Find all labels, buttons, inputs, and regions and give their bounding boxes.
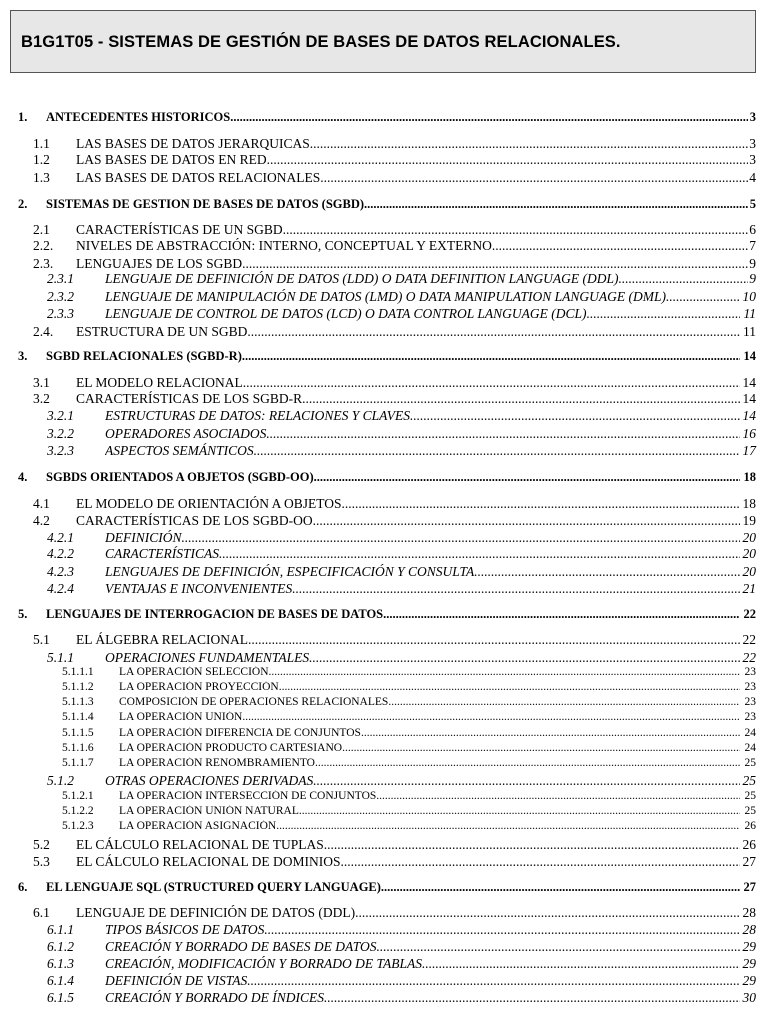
toc-entry[interactable] — [0, 170, 768, 186]
toc-entry-number: 5.1.1.3 — [62, 696, 94, 708]
toc-entry-title — [76, 152, 748, 168]
toc-entry-page: 11 — [743, 324, 756, 339]
toc-entry-label: LA OPERACIÓN DIFERENCIA DE CONJUNTOS — [119, 727, 361, 739]
toc-entry-title — [76, 170, 748, 186]
toc-entry-title — [105, 973, 740, 989]
toc-entry-page: 25 — [744, 790, 756, 802]
toc-entry-page: 4 — [749, 170, 756, 185]
toc-entry[interactable] — [0, 222, 768, 238]
toc-entry-label: LAS BASES DE DATOS JERARQUICAS — [76, 136, 310, 151]
toc-entry-title — [76, 496, 740, 512]
toc-entry-label: OTRAS OPERACIONES DERIVADAS — [105, 773, 314, 788]
toc-entry[interactable] — [0, 513, 768, 529]
toc-entry-title — [119, 805, 740, 817]
toc-entry-title — [119, 820, 740, 832]
toc-entry-label: EL LENGUAJE SQL (STRUCTURED QUERY LANGUAGE) — [46, 880, 381, 894]
toc-entry[interactable] — [0, 136, 768, 152]
toc-entry-title — [76, 256, 748, 272]
toc-entry-number: 3.2.2 — [47, 426, 74, 441]
dot-leader — [242, 256, 748, 272]
toc-entry-number: 2. — [18, 197, 28, 211]
toc-entry-title — [76, 391, 740, 407]
toc-entry-number: 3.2.3 — [47, 443, 74, 458]
toc-entry[interactable] — [0, 837, 768, 853]
toc-entry-page: 14 — [742, 375, 756, 390]
toc-entry-number: 4.2 — [33, 513, 50, 528]
toc-entry-number: 5.1.1.1 — [62, 666, 94, 678]
dot-leader — [376, 790, 740, 802]
dot-leader — [283, 222, 748, 238]
toc-entry-title — [105, 408, 740, 424]
toc-entry-page: 20 — [742, 546, 756, 561]
toc-entry[interactable] — [0, 773, 768, 789]
toc-entry-title — [76, 854, 740, 870]
dot-leader — [247, 973, 740, 989]
toc-entry-number: 6.1.4 — [47, 973, 74, 988]
toc-entry-label: CREACIÓN Y BORRADO DE BASES DE DATOS — [105, 939, 377, 954]
toc-entry-title — [105, 546, 740, 562]
dot-leader — [219, 546, 740, 562]
toc-entry-number: 4.2.4 — [47, 581, 74, 596]
toc-entry-number: 4.1 — [33, 496, 50, 511]
toc-entry-number: 4.2.2 — [47, 546, 74, 561]
toc-entry-label: LA OPERACIÓN SELECCIÓN — [119, 666, 269, 678]
toc-entry[interactable] — [0, 742, 768, 758]
toc-entry-number: 5.1.1.2 — [62, 681, 94, 693]
toc-entry-title — [76, 513, 740, 529]
toc-entry[interactable] — [0, 650, 768, 666]
document-title: B1G1T05 - SISTEMAS DE GESTIÓN DE BASES DE DATOS RELACIONALES. — [21, 33, 621, 51]
toc-entry-number: 2.3. — [33, 256, 54, 271]
toc-entry-number: 3.2.1 — [47, 408, 74, 423]
toc-entry-label: LENGUAJES DE DEFINICIÓN, ESPECIFICACIÓN Y CONSULTA — [105, 564, 475, 579]
toc-entry[interactable] — [0, 546, 768, 562]
toc-entry-label: ASPECTOS SEMÁNTICOS — [105, 443, 254, 458]
toc-entry-label: LAS BASES DE DATOS EN RED — [76, 152, 267, 167]
toc-entry-label: EL MODELO RELACIONAL — [76, 375, 243, 390]
toc-entry[interactable] — [0, 632, 768, 648]
dot-leader — [266, 426, 740, 442]
toc-entry-title — [119, 666, 740, 678]
toc-entry-number: 1. — [18, 110, 28, 124]
toc-entry-title — [105, 426, 740, 442]
toc-entry-number: 1.2 — [33, 152, 50, 167]
dot-leader — [269, 666, 740, 678]
toc-entry-title — [76, 632, 740, 648]
toc-entry-label: COMPOSICIÓN DE OPERACIONES RELACIONALES — [119, 696, 389, 708]
toc-entry-page: 23 — [744, 681, 756, 693]
toc-entry-label: LENGUAJE DE DEFINICIÓN DE DATOS (LDD) O DATA DEFINITION LANGUAGE (DDL) — [105, 271, 619, 286]
toc-entry-page: 27 — [742, 854, 756, 869]
toc-entry-page: 11 — [743, 306, 756, 321]
dot-leader — [324, 837, 740, 853]
toc-entry-number: 3.1 — [33, 375, 50, 390]
toc-entry-label: DEFINICIÓN DE VISTAS — [105, 973, 248, 988]
toc-entry-page: 28 — [742, 922, 756, 937]
toc-entry-number: 2.3.3 — [47, 306, 74, 321]
toc-entry-title — [105, 650, 740, 666]
toc-entry-number: 5.1.2 — [47, 773, 74, 788]
toc-entry-label: EL MODELO DE ORIENTACIÓN A OBJETOS — [76, 496, 342, 511]
toc-entry-label: ANTECEDENTES HISTORICOS — [46, 110, 231, 124]
dot-leader — [242, 349, 740, 364]
toc-entry-number: 5.1.2.2 — [62, 805, 94, 817]
toc-entry[interactable] — [0, 306, 768, 322]
toc-entry-label: LA OPERACIÓN UNIÓN NATURAL — [119, 805, 299, 817]
dot-leader — [474, 564, 740, 580]
toc-entry-label: LENGUAJES DE LOS SGBD — [76, 256, 243, 271]
toc-entry-title — [105, 306, 740, 322]
toc-entry[interactable] — [0, 790, 768, 806]
toc-entry-page: 29 — [742, 973, 756, 988]
toc-entry[interactable] — [0, 607, 768, 623]
toc-entry[interactable] — [0, 152, 768, 168]
toc-entry[interactable] — [0, 110, 768, 126]
toc-entry-title — [119, 696, 740, 708]
toc-entry-title — [76, 136, 748, 152]
toc-entry[interactable] — [0, 922, 768, 938]
toc-entry-label: EL CÁLCULO RELACIONAL DE DOMINIOS — [76, 854, 341, 869]
toc-entry-number: 6.1.1 — [47, 922, 74, 937]
toc-entry[interactable] — [0, 805, 768, 821]
toc-entry[interactable] — [0, 470, 768, 486]
toc-entry-page: 25 — [744, 757, 756, 769]
toc-entry-number: 5.1.1 — [47, 650, 74, 665]
toc-entry-label: VENTAJAS E INCONVENIENTES — [105, 581, 293, 596]
toc-entry-page: 22 — [742, 632, 756, 647]
toc-entry-label: CARACTERÍSTICAS — [105, 546, 219, 561]
toc-entry-number: 5.3 — [33, 854, 50, 869]
dot-leader — [315, 757, 740, 769]
toc-entry-page: 24 — [744, 742, 756, 754]
toc-entry-label: SISTEMAS DE GESTION DE BASES DE DATOS (SGBD) — [46, 197, 365, 211]
toc-entry-page: 30 — [742, 990, 756, 1005]
toc-entry-number: 2.1 — [33, 222, 50, 237]
toc-entry[interactable] — [0, 391, 768, 407]
toc-entry-page: 26 — [742, 837, 756, 852]
toc-entry[interactable] — [0, 854, 768, 870]
dot-leader — [383, 607, 740, 622]
toc-entry-page: 9 — [749, 256, 756, 271]
toc-entry[interactable] — [0, 256, 768, 272]
toc-entry-title — [76, 375, 740, 391]
toc-entry-title — [119, 790, 740, 802]
toc-entry-page: 20 — [742, 530, 756, 545]
toc-entry-label: OPERADORES ASOCIADOS — [105, 426, 267, 441]
toc-entry-page: 3 — [749, 152, 756, 167]
toc-entry-label: SGBDS ORIENTADOS A OBJETOS (SGBD-OO) — [46, 470, 314, 484]
toc-entry-page: 14 — [742, 408, 756, 423]
toc-entry-label: DEFINICIÓN — [105, 530, 182, 545]
toc-entry-title — [46, 349, 740, 364]
toc-entry[interactable] — [0, 324, 768, 340]
toc-entry-number: 5.2 — [33, 837, 50, 852]
toc-entry-page: 17 — [742, 443, 756, 458]
toc-entry-label: OPERACIONES FUNDAMENTALES — [105, 650, 310, 665]
toc-entry[interactable] — [0, 711, 768, 727]
toc-entry-page: 3 — [749, 136, 756, 151]
toc-entry-label: CARACTERÍSTICAS DE LOS SGBD-R — [76, 391, 303, 406]
toc-entry[interactable] — [0, 939, 768, 955]
toc-entry-label: LENGUAJE DE DEFINICIÓN DE DATOS (DDL) — [76, 905, 356, 920]
toc-entry[interactable] — [0, 973, 768, 989]
toc-entry-title — [46, 197, 748, 212]
dot-leader — [302, 391, 740, 407]
toc-entry-number: 3.2 — [33, 391, 50, 406]
toc-entry-title — [46, 880, 740, 895]
toc-entry-page: 16 — [742, 426, 756, 441]
toc-entry[interactable] — [0, 820, 768, 836]
dot-leader — [364, 197, 748, 212]
toc-entry-label: LENGUAJES DE INTERROGACION DE BASES DE DATOS — [46, 607, 384, 621]
toc-entry-page: 25 — [744, 805, 756, 817]
toc-entry-number: 5.1.2.1 — [62, 790, 94, 802]
toc-entry-number: 1.1 — [33, 136, 50, 151]
toc-entry-number: 5.1.1.5 — [62, 727, 94, 739]
dot-leader — [342, 496, 740, 512]
toc-entry-page: 14 — [742, 391, 756, 406]
toc-entry-page: 7 — [749, 238, 756, 253]
toc-entry-title — [105, 939, 740, 955]
dot-leader — [314, 470, 740, 485]
toc-entry-page: 21 — [742, 581, 756, 596]
toc-entry-page: 18 — [743, 470, 756, 484]
toc-entry-label: LENGUAJE DE MANIPULACIÓN DE DATOS (LMD) O DATA MANIPULATION LANGUAGE (DML) — [105, 289, 666, 304]
toc-entry-title — [119, 757, 740, 769]
dot-leader — [243, 375, 740, 391]
toc-entry-label: ESTRUCTURA DE UN SGBD — [76, 324, 248, 339]
toc-entry-page: 18 — [742, 496, 756, 511]
toc-entry-number: 6.1 — [33, 905, 50, 920]
dot-leader — [410, 408, 740, 424]
toc-entry[interactable] — [0, 349, 768, 365]
dot-leader — [309, 650, 740, 666]
toc-entry-number: 5.1.2.3 — [62, 820, 94, 832]
toc-entry-label: LENGUAJE DE CONTROL DE DATOS (LCD) O DATA CONTROL LANGUAGE (DCL) — [105, 306, 587, 321]
toc-entry-number: 5.1.1.6 — [62, 742, 94, 754]
dot-leader — [254, 443, 740, 459]
dot-leader — [279, 681, 740, 693]
toc-entry-page: 27 — [743, 880, 756, 894]
toc-entry-title — [119, 727, 740, 739]
dot-leader — [242, 711, 740, 723]
toc-entry-title — [46, 607, 740, 622]
dot-leader — [310, 136, 748, 152]
toc-entry[interactable] — [0, 564, 768, 580]
toc-entry-page: 29 — [742, 939, 756, 954]
toc-entry[interactable] — [0, 956, 768, 972]
toc-entry-label: CREACIÓN, MODIFICACIÓN Y BORRADO DE TABLAS — [105, 956, 422, 971]
toc-entry[interactable] — [0, 757, 768, 773]
toc-entry[interactable] — [0, 426, 768, 442]
dot-leader — [247, 324, 740, 340]
toc-entry-title — [105, 443, 740, 459]
toc-entry[interactable] — [0, 581, 768, 597]
toc-entry[interactable] — [0, 443, 768, 459]
toc-entry-page: 26 — [744, 820, 756, 832]
dot-leader — [248, 632, 740, 648]
toc-entry[interactable] — [0, 197, 768, 213]
toc-entry-label: LA OPERACIÓN UNIÓN — [119, 711, 243, 723]
toc-entry-title — [105, 922, 740, 938]
toc-entry-title — [105, 530, 740, 546]
toc-entry-title — [105, 289, 740, 305]
dot-leader — [361, 727, 740, 739]
toc-entry-label: CREACIÓN Y BORRADO DE ÍNDICES — [105, 990, 324, 1005]
toc-entry[interactable] — [0, 271, 768, 287]
toc-entry[interactable] — [0, 408, 768, 424]
toc-entry-label: CARACTERÍSTICAS DE LOS SGBD-OO — [76, 513, 313, 528]
toc-entry-label: LAS BASES DE DATOS RELACIONALES — [76, 170, 321, 185]
toc-entry[interactable] — [0, 905, 768, 921]
toc-entry-title — [105, 956, 740, 972]
dot-leader — [299, 805, 740, 817]
toc-entry-title — [105, 773, 740, 789]
dot-leader — [422, 956, 740, 972]
dot-leader — [340, 854, 740, 870]
toc-entry-title — [76, 905, 740, 921]
toc-entry-page: 22 — [743, 607, 756, 621]
toc-entry-number: 6.1.5 — [47, 990, 74, 1005]
toc-entry-title — [119, 711, 740, 723]
toc-entry-number: 2.3.1 — [47, 271, 74, 286]
toc-entry-label: CARACTERÍSTICAS DE UN SGBD — [76, 222, 283, 237]
toc-entry-title — [119, 742, 740, 754]
toc-entry-label: TIPOS BÁSICOS DE DATOS — [105, 922, 265, 937]
toc-entry-number: 3. — [18, 349, 28, 363]
toc-entry-page: 24 — [744, 727, 756, 739]
toc-entry-label: LA OPERACIÓN RENOMBRAMIENTO — [119, 757, 315, 769]
toc-entry[interactable] — [0, 681, 768, 697]
dot-leader — [313, 773, 740, 789]
toc-entry-number: 4.2.3 — [47, 564, 74, 579]
toc-entry-label: LA OPERACIÓN INTERSECCIÓN DE CONJUNTOS — [119, 790, 377, 802]
toc-entry-page: 28 — [742, 905, 756, 920]
toc-entry-page: 10 — [742, 289, 756, 304]
toc-entry-page: 6 — [749, 222, 756, 237]
toc-entry-number: 1.3 — [33, 170, 50, 185]
toc-entry[interactable] — [0, 727, 768, 743]
dot-leader — [381, 880, 740, 895]
toc-entry[interactable] — [0, 496, 768, 512]
dot-leader — [587, 306, 740, 322]
toc-entry[interactable] — [0, 880, 768, 896]
toc-entry[interactable] — [0, 238, 768, 254]
dot-leader — [666, 289, 740, 305]
toc-entry[interactable] — [0, 375, 768, 391]
toc-entry-title — [76, 222, 748, 238]
toc-entry-number: 2.3.2 — [47, 289, 74, 304]
toc-entry[interactable] — [0, 696, 768, 712]
toc-entry-page: 22 — [742, 650, 756, 665]
toc-entry[interactable] — [0, 990, 768, 1006]
dot-leader — [276, 820, 740, 832]
toc-entry-label: ESTRUCTURAS DE DATOS: RELACIONES Y CLAVES — [105, 408, 410, 423]
toc-entry-page: 20 — [742, 564, 756, 579]
dot-leader — [376, 939, 740, 955]
dot-leader — [388, 696, 740, 708]
toc-entry-label: SGBD RELACIONALES (SGBD-R) — [46, 349, 242, 363]
toc-entry-page: 23 — [744, 666, 756, 678]
toc-entry-page: 14 — [743, 349, 756, 363]
toc-entry-title — [119, 681, 740, 693]
toc-entry-number: 2.2. — [33, 238, 54, 253]
dot-leader — [342, 742, 740, 754]
toc-entry-title — [76, 324, 740, 340]
toc-entry-number: 5.1 — [33, 632, 50, 647]
dot-leader — [230, 110, 748, 125]
toc-entry-page: 25 — [742, 773, 756, 788]
dot-leader — [182, 530, 741, 546]
toc-entry-title — [46, 470, 740, 485]
toc-entry-page: 23 — [744, 696, 756, 708]
dot-leader — [264, 922, 740, 938]
toc-entry-page: 19 — [742, 513, 756, 528]
toc-entry-page: 5 — [749, 197, 756, 211]
toc-entry-title — [76, 837, 740, 853]
toc-entry[interactable] — [0, 530, 768, 546]
dot-leader — [324, 990, 740, 1006]
toc-entry-title — [76, 238, 748, 254]
toc-entry-page: 29 — [742, 956, 756, 971]
toc-entry-label: EL ÁLGEBRA RELACIONAL — [76, 632, 248, 647]
dot-leader — [355, 905, 740, 921]
toc-entry-label: LA OPERACIÓN PROYECCIÓN — [119, 681, 279, 693]
toc-entry-title — [105, 564, 740, 580]
toc-entry-label: LA OPERACIÓN PRODUCTO CARTESIANO — [119, 742, 343, 754]
toc-entry-title — [105, 581, 740, 597]
toc-entry[interactable] — [0, 666, 768, 682]
toc-entry-label: EL CÁLCULO RELACIONAL DE TUPLAS — [76, 837, 324, 852]
dot-leader — [267, 152, 748, 168]
toc-entry-number: 2.4. — [33, 324, 54, 339]
dot-leader — [320, 170, 748, 186]
toc-entry-page: 3 — [749, 110, 756, 124]
toc-entry-page: 23 — [744, 711, 756, 723]
toc-entry-number: 4.2.1 — [47, 530, 74, 545]
toc-entry-title — [46, 110, 748, 125]
toc-entry-number: 6. — [18, 880, 28, 894]
toc-entry-number: 5.1.1.7 — [62, 757, 94, 769]
toc-entry-title — [105, 271, 748, 287]
dot-leader — [618, 271, 748, 287]
toc-entry-number: 6.1.3 — [47, 956, 74, 971]
toc-entry[interactable] — [0, 289, 768, 305]
dot-leader — [492, 238, 748, 254]
toc-entry-label: NIVELES DE ABSTRACCIÓN: INTERNO, CONCEPTUAL Y EXTERNO — [76, 238, 492, 253]
toc-entry-title — [105, 990, 740, 1006]
toc-entry-page: 9 — [749, 271, 756, 286]
toc-entry-label: LA OPERACIÓN ASIGNACIÓN — [119, 820, 277, 832]
toc-entry-number: 5.1.1.4 — [62, 711, 94, 723]
dot-leader — [313, 513, 740, 529]
dot-leader — [292, 581, 740, 597]
toc-entry-number: 4. — [18, 470, 28, 484]
toc-entry-number: 5. — [18, 607, 28, 621]
toc-entry-number: 6.1.2 — [47, 939, 74, 954]
